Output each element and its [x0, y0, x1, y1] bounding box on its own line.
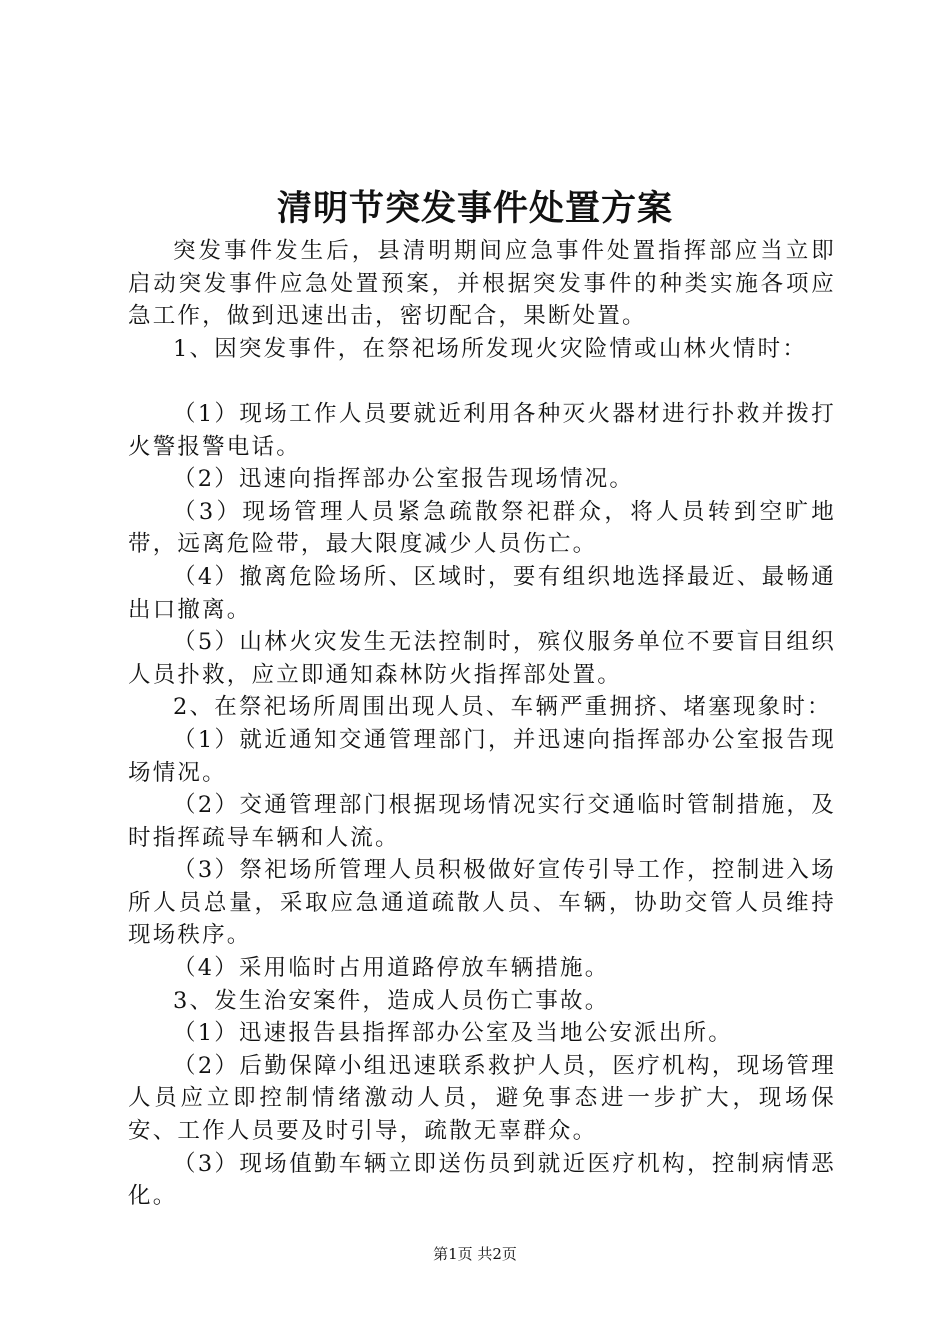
paragraph: （4）采用临时占用道路停放车辆措施。 [173, 955, 610, 982]
paragraph: 1、因突发事件，在祭祀场所发现火灾险情或山林火情时： [173, 335, 808, 362]
paragraph: （2）迅速向指挥部办公室报告现场情况。 [173, 466, 635, 493]
document-body [128, 235, 836, 1213]
page-footer: 第1页 共2页 [433, 1245, 517, 1263]
paragraph: 2、在祭祀场所周围出现人员、车辆严重拥挤、堵塞现象时： [173, 694, 832, 721]
paragraph: （3）现场值勤车辆立即送伤员到就近医疗机构，控制病情恶化。 [128, 1150, 836, 1210]
paragraph: （2）后勤保障小组迅速联系救护人员，医疗机构，现场管理人员应立即控制情绪激动人员，避免事态进一步扩大，现场保安、工作人员要及时引导，疏散无辜群众。 [128, 1052, 836, 1145]
document-title: 清明节突发事件处置方案 [276, 188, 673, 229]
paragraph: （4）撤离危险场所、区域时，要有组织地选择最近、最畅通出口撤离。 [128, 563, 836, 623]
paragraph: 3、发生治安案件，造成人员伤亡事故。 [173, 987, 610, 1014]
paragraph: （1）迅速报告县指挥部办公室及当地公安派出所。 [173, 1020, 733, 1047]
paragraph: （1）就近通知交通管理部门，并迅速向指挥部办公室报告现场情况。 [128, 726, 836, 786]
paragraph: （1）现场工作人员要就近利用各种灭火器材进行扑救并拨打火警报警电话。 [128, 400, 836, 460]
paragraph: 突发事件发生后，县清明期间应急事件处置指挥部应当立即启动突发事件应急处置预案，并根据突发事件的种类实施各项应急工作，做到迅速出击，密切配合，果断处置。 [128, 238, 836, 330]
paragraph: （3）现场管理人员紧急疏散祭祀群众，将人员转到空旷地带，远离危险带，最大限度减少人员伤亡。 [128, 498, 836, 558]
paragraph: （2）交通管理部门根据现场情况实行交通临时管制措施，及时指挥疏导车辆和人流。 [128, 792, 836, 851]
paragraph: （5）山林火灾发生无法控制时，殡仪服务单位不要盲目组织人员扑救，应立即通知森林防火指挥部处置。 [128, 629, 836, 688]
paragraph: （3）祭祀场所管理人员积极做好宣传引导工作，控制进入场所人员总量，采取应急通道疏散人员、车辆，协助交管人员维持现场秩序。 [128, 857, 836, 949]
